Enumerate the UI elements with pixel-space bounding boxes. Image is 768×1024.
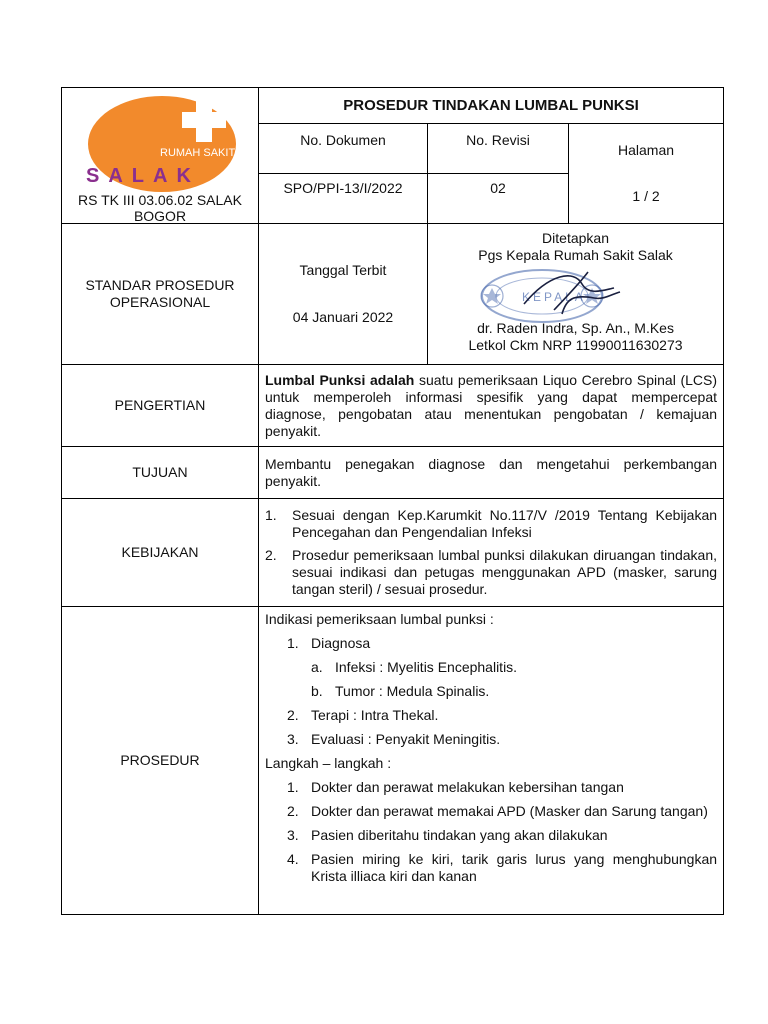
- halaman-value: 1 / 2: [632, 188, 660, 204]
- ditetapkan-text: Ditetapkan: [542, 230, 609, 246]
- spo-document-table: [61, 87, 724, 915]
- jabatan-text: Pgs Kepala Rumah Sakit Salak: [478, 247, 673, 263]
- tujuan-content: [259, 447, 724, 499]
- kebijakan-num: 1.: [265, 507, 277, 523]
- pengertian-text: suatu pemeriksaan Liquo Cerebro Spinal (LCS) untuk memperoleh informasi spesifik yang dapat mempercepat diagnose, pengobatan atau menentukan pengobatan / kemajuan penyakit.: [265, 371, 718, 439]
- kebijakan-label: KEBIJAKAN: [62, 499, 259, 607]
- tanggal-cell: [259, 224, 428, 365]
- indikasi-title: Indikasi pemeriksaan lumbal punksi :: [265, 611, 494, 627]
- tanggal-value: 04 Januari 2022: [292, 309, 394, 325]
- spo-label: STANDAR PROSEDUR OPERASIONAL: [62, 224, 259, 365]
- indikasi-num: 1.: [287, 635, 299, 651]
- langkah-text: Pasien diberitahu tindakan yang akan dilakukan: [311, 827, 608, 843]
- signature-cell: [428, 224, 724, 365]
- official-stamp-signature: [454, 264, 634, 326]
- indikasi-text: Terapi : Intra Thekal.: [311, 707, 439, 723]
- langkah-num: 4.: [287, 851, 299, 867]
- logo-brand-name: SALAK: [86, 165, 200, 187]
- indikasi-num: 3.: [287, 731, 299, 747]
- kebijakan-content: [259, 499, 724, 607]
- tujuan-text: Membantu penegakan diagnose dan mengetahui perkembangan penyakit.: [265, 455, 718, 489]
- kebijakan-text: Sesuai dengan Kep.Karumkit No.117/V /2019 Tentang Kebijakan Pencegahan dan Pengendalian Infeksi: [292, 507, 718, 540]
- indikasi-num: 2.: [287, 707, 299, 723]
- revisi-value: 02: [428, 174, 569, 224]
- langkah-title: Langkah – langkah :: [265, 755, 392, 771]
- tanggal-label: Tanggal Terbit: [299, 262, 387, 278]
- indikasi-subitem: [265, 659, 717, 676]
- indikasi-item: [265, 635, 717, 652]
- indikasi-sub-num: a.: [311, 659, 323, 675]
- indikasi-text: Evaluasi : Penyakit Meningitis.: [311, 731, 501, 747]
- langkah-item: [265, 851, 717, 885]
- langkah-text: Pasien miring ke kiri, tarik garis lurus yang menghubungkan Krista illiaca kiri dan kanan: [311, 851, 718, 884]
- kebijakan-item: [265, 507, 717, 541]
- langkah-item: [265, 779, 717, 796]
- label-no-dokumen: No. Dokumen: [259, 124, 428, 174]
- logo-brand-top: RUMAH SAKIT: [160, 147, 236, 159]
- label-halaman: [569, 124, 724, 224]
- hospital-name: RS TK III 03.06.02 SALAK BOGOR: [78, 192, 242, 224]
- dokumen-value: SPO/PPI-13/I/2022: [259, 174, 428, 224]
- halaman-label-text: Halaman: [618, 142, 675, 158]
- langkah-num: 2.: [287, 803, 299, 819]
- pengertian-bold: Lumbal Punksi adalah: [265, 371, 415, 388]
- indikasi-sub-num: b.: [311, 683, 323, 699]
- langkah-text: Dokter dan perawat memakai APD (Masker dan Sarung tangan): [311, 803, 708, 819]
- pengertian-content: [259, 365, 724, 447]
- kebijakan-num: 2.: [265, 547, 277, 563]
- hospital-logo: [78, 92, 242, 196]
- stamp-text: KEPALA: [522, 290, 586, 304]
- label-no-revisi: No. Revisi: [428, 124, 569, 174]
- langkah-text: Dokter dan perawat melakukan kebersihan tangan: [311, 779, 624, 795]
- prosedur-content: [259, 607, 724, 915]
- indikasi-text: Diagnosa: [311, 635, 371, 651]
- indikasi-sub-text: Tumor : Medula Spinalis.: [335, 683, 490, 699]
- langkah-num: 3.: [287, 827, 299, 843]
- indikasi-item: [265, 707, 717, 724]
- logo-cell: [62, 88, 259, 224]
- indikasi-sub-text: Infeksi : Myelitis Encephalitis.: [335, 659, 518, 675]
- pejabat-pangkat: Letkol Ckm NRP 11990011630273: [468, 337, 683, 353]
- indikasi-item: [265, 731, 717, 748]
- langkah-num: 1.: [287, 779, 299, 795]
- prosedur-label: PROSEDUR: [62, 607, 259, 915]
- document-title: PROSEDUR TINDAKAN LUMBAL PUNKSI: [259, 88, 724, 124]
- kebijakan-item: [265, 547, 717, 598]
- kebijakan-text: Prosedur pemeriksaan lumbal punksi dilakukan diruangan tindakan, sesuai indikasi dan petugas menggunakan APD (masker, sarung tangan steril) / sesuai prosedur.: [292, 547, 718, 597]
- indikasi-subitem: [265, 683, 717, 700]
- tujuan-label: TUJUAN: [62, 447, 259, 499]
- pengertian-label: PENGERTIAN: [62, 365, 259, 447]
- langkah-item: [265, 803, 717, 820]
- langkah-item: [265, 827, 717, 844]
- pejabat-nama: dr. Raden Indra, Sp. An., M.Kes: [477, 320, 674, 336]
